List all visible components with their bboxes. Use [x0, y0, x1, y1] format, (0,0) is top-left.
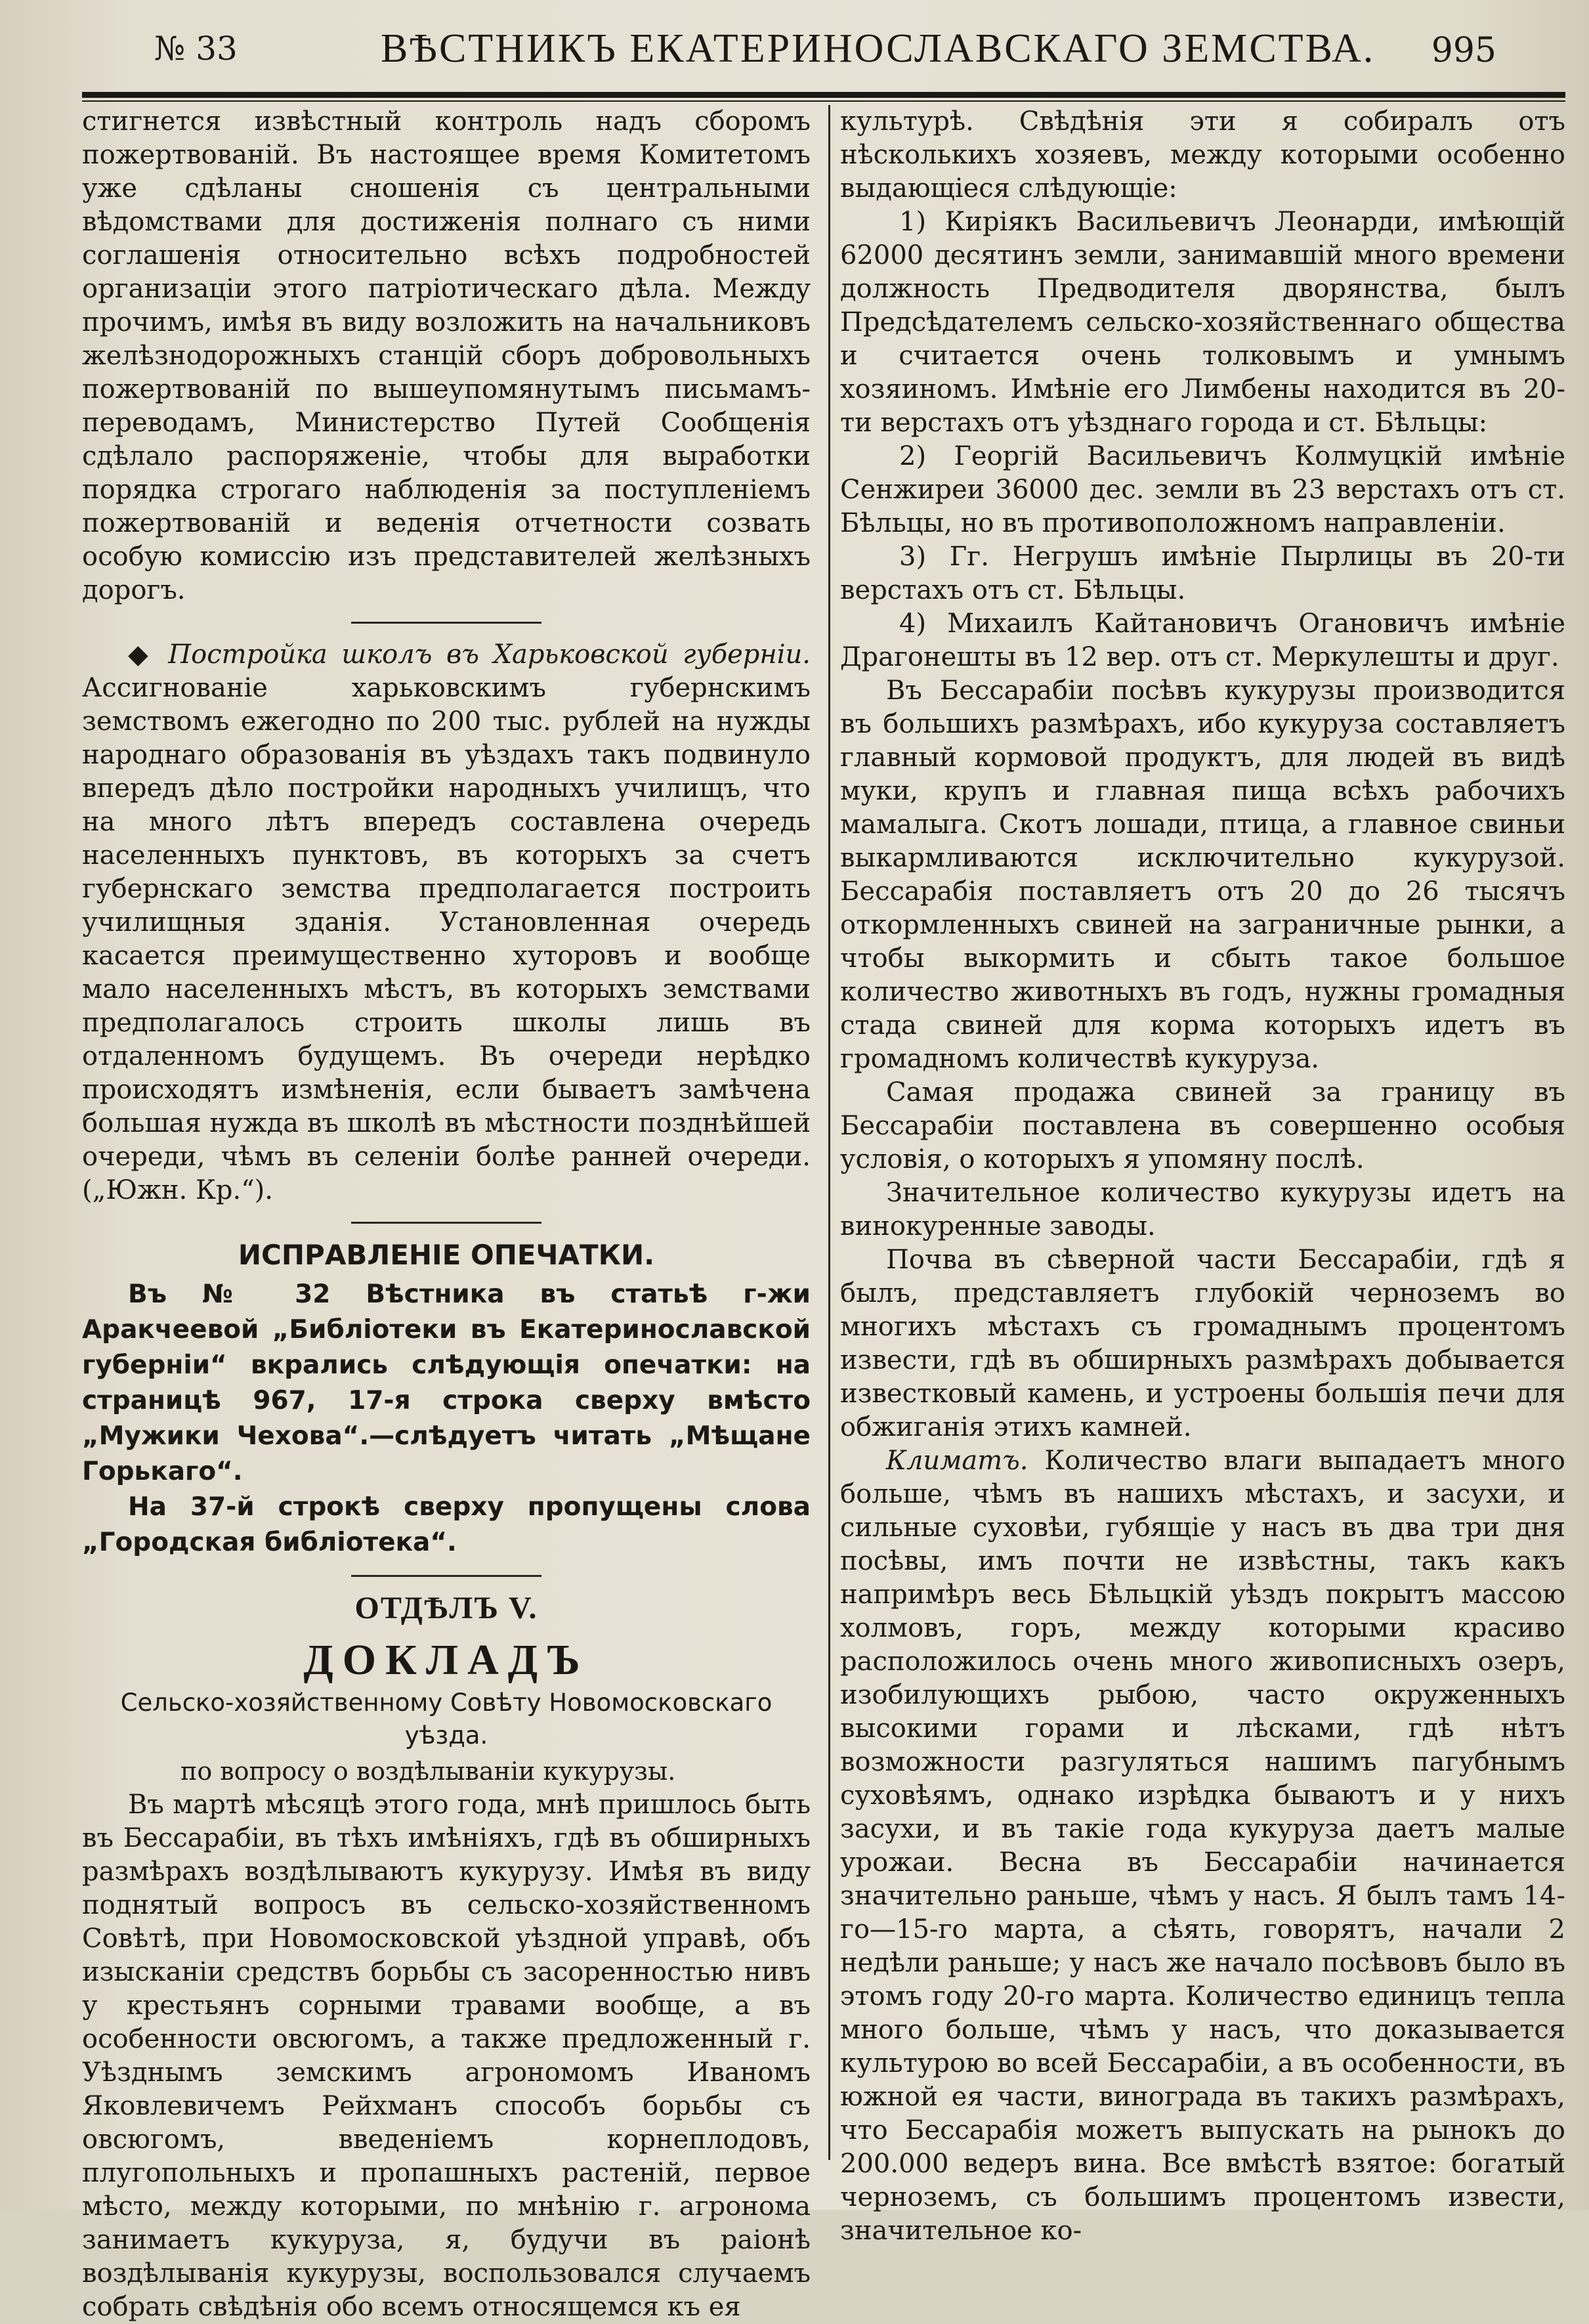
- correction-title: ИСПРАВЛЕНІЕ ОПЕЧАТКИ.: [238, 1239, 655, 1271]
- short-divider-3: [351, 1575, 541, 1577]
- right-paragraph-4: Значительное количество кукурузы идетъ на винокуренные заводы.: [840, 1178, 1565, 1241]
- section-title-schools: Постройка школъ въ Харьковской губерніи.: [168, 639, 811, 670]
- ornament-icon: ◆: [128, 639, 169, 670]
- correction-paragraph-1: Въ № 32 Вѣстника въ статьѣ г-жи Аракчеевой „Библіотеки въ Екатеринославской губерніи“ вкрались слѣдующія опечатки: на страницѣ 967, 17-я строка сверху вмѣсто „Мужики Чехова“.—слѣдуетъ читать „Мѣщане Горькаго“.: [82, 1280, 811, 1486]
- column-divider: [828, 105, 830, 2160]
- short-divider-2: [351, 1222, 541, 1224]
- left-paragraph-1: стигнется извѣстный контроль надъ сборомъ пожертвованій. Въ настоящее время Комитетомъ уже сдѣланы сношенія съ центральными вѣдомствами для достиженія полнаго съ ними соглашенія относительно всѣхъ подробностей организаціи этого патріотическаго дѣла. Между прочимъ, имѣя въ виду возложить на начальниковъ желѣзнодорожныхъ станцій сборъ добровольныхъ пожертвованій по вышеупомянутымъ письмамъ-переводамъ, Министерство Путей Сообщенія сдѣлало распоряженіе, чтобы для выработки порядка строгаго наблюденія за поступленіемъ пожертвованій и веденія отчетности созвать особую комиссію изъ представителей желѣзныхъ дорогъ.: [82, 106, 811, 605]
- section-heading: ОТДѢЛЪ V.: [354, 1591, 538, 1625]
- right-paragraph-5: Почва въ сѣверной части Бессарабіи, гдѣ я былъ, представляетъ глубокій черноземъ во многихъ мѣстахъ съ громаднымъ процентомъ извести, гдѣ въ обширныхъ размѣрахъ добывается известковый камень, и устроены большія печи для обжиганія этихъ камней.: [840, 1245, 1565, 1442]
- climate-lead: Климатъ.: [886, 1446, 1028, 1476]
- list-item-3: 3) Гг. Негрушъ имѣніе Пырлицы въ 20-ти верстахъ отъ ст. Бѣльцы.: [840, 542, 1565, 605]
- left-paragraph-3: Въ мартѣ мѣсяцѣ этого года, мнѣ пришлось быть въ Бессарабіи, въ тѣхъ имѣніяхъ, гдѣ въ обширныхъ размѣрахъ воздѣлываютъ кукурузу. Имѣя въ виду поднятый вопросъ въ сельско-хозяйственномъ Совѣтѣ, при Новомосковской уѣздной управѣ, объ изысканіи средствъ борьбы съ засоренностью нивъ у крестьянъ сорными травами вообще, а въ особенности овсюгомъ, а также предложенный г. Уѣзднымъ земскимъ агрономомъ Иваномъ Яковлевичемъ Рейхманъ способъ борьбы съ овсюгомъ, введеніемъ корнеплодовъ, плугопольныхъ и пропашныхъ растеній, первое мѣсто, между которыми, по мнѣнію г. агронома занимаетъ кукуруза, я, будучи въ раіонѣ воздѣлыванія кукурузы, воспользовался случаемъ собрать свѣдѣнія обо всемъ относящемся къ ея: [82, 1790, 811, 2322]
- right-column: [840, 105, 1565, 2246]
- header-rule-thin: [82, 100, 1565, 102]
- schools-body: Ассигнованіе харьковскимъ губернскимъ земствомъ ежегодно по 200 тыс. рублей на нужды народнаго образованія въ уѣздахъ такъ подвинуло впередъ дѣло постройки народныхъ училищъ, что на много лѣтъ впередъ составлена очередь населенныхъ пунктовъ, въ которыхъ за счетъ губернскаго земства предполагается построить училищныя зданія. Установленная очередь касается преимущественно хуторовъ и вообще мало населенныхъ мѣстъ, въ которыхъ земствами предполагалось строить школы лишь въ отдаленномъ будущемъ. Въ очереди нерѣдко происходятъ измѣненія, если бываетъ замѣчена большая нужда въ школѣ въ мѣстности позднѣйшей очереди, чѣмъ въ селеніи болѣе ранней очереди. („Южн. Кр.“).: [82, 673, 811, 1205]
- report-subtitle: Сельско-хозяйственному Совѣту Новомосковскаго уѣзда.: [120, 1689, 773, 1750]
- short-divider: [351, 622, 541, 624]
- report-title: ДОКЛАДЪ: [303, 1636, 589, 1684]
- right-paragraph-6: [840, 1444, 1565, 2248]
- right-paragraph-3: Самая продажа свиней за границу въ Бессарабіи поставлена въ совершенно особыя условія, о которыхъ я упомяну послѣ.: [840, 1077, 1565, 1174]
- page-number: 995: [1431, 31, 1496, 70]
- page-header: [118, 16, 1523, 82]
- correction-paragraph-2: На 37-й строкѣ сверху пропущены слова „Городская библіотека“.: [82, 1492, 811, 1557]
- left-column: [82, 105, 811, 2322]
- issue-number: № 33: [154, 30, 238, 68]
- climate-body: Количество влаги выпадаетъ много больше, чѣмъ въ нашихъ мѣстахъ, и засухи, и сильные суховѣи, губящіе у насъ въ два три дня посѣвы, имъ почти не извѣстны, такъ какъ напримѣръ весь Бѣльцкій уѣздъ покрытъ массою холмовъ, горъ, между которыми красиво расположилось очень много живописныхъ озеръ, изобилующихъ рыбою, часто окруженныхъ высокими горами и лѣсками, гдѣ нѣтъ возможности разгуляться нашимъ пагубнымъ суховѣямъ, однако изрѣдка бываютъ и у нихъ засухи, и въ такіе года кукуруза даетъ малые урожаи. Весна въ Бессарабіи начинается значительно раньше, чѣмъ у насъ. Я былъ тамъ 14-го—15-го марта, а сѣять, говорятъ, начали 2 недѣли раньше; у насъ же начало посѣвовъ было въ этомъ году 20-го марта. Количество единицъ тепла много больше, чѣмъ у насъ, что доказывается культурою во всей Бессарабіи, а въ особенности, въ южной ея части, винограда въ такихъ размѣрахъ, что Бессарабія можетъ выпускать на рынокъ до 200.000 ведеръ вина. Все вмѣстѣ взятое: богатый черноземъ, съ большимъ процентомъ извести, значительное ко-: [840, 1446, 1565, 2246]
- header-rule: [82, 92, 1565, 98]
- right-paragraph-1: культурѣ. Свѣдѣнія эти я собиралъ отъ нѣсколькихъ хозяевъ, между которыми особенно выдающіеся слѣдующіе:: [840, 106, 1565, 204]
- left-paragraph-2: [82, 638, 811, 1207]
- right-paragraph-2: Въ Бессарабіи посѣвъ кукурузы производится въ большихъ размѣрахъ, ибо кукуруза составляетъ главный кормовой продуктъ, для людей въ видѣ муки, крупъ и главная пища всѣхъ рабочихъ мамалыга. Скотъ лошади, птица, а главное свиньи выкармливаются исключительно кукурузой. Бессарабія поставляетъ отъ 20 до 26 тысячъ откормленныхъ свиней на заграничные рынки, а чтобы выкормить и сбыть такое большое количество животныхъ въ годъ, нужны громадныя стада свиней для корма которыхъ идетъ въ громадномъ количествѣ кукуруза.: [840, 676, 1565, 1074]
- report-topic: по вопросу о воздѣлываніи кукурузы.: [180, 1757, 676, 1786]
- list-item-2: 2) Георгій Васильевичъ Колмуцкій имѣніе Сенжиреи 36000 дес. земли въ 23 верстахъ отъ ст. Бѣльцы, но въ противоположномъ направленіи.: [840, 441, 1565, 538]
- list-item-4: 4) Михаилъ Кайтановичъ Огановичъ имѣніе Драгонешты въ 12 вер. отъ ст. Меркулешты и друг.: [840, 609, 1565, 672]
- list-item-1: 1) Киріякъ Васильевичъ Леонарди, имѣющій 62000 десятинъ земли, занимавшій много времени должность Предводителя дворянства, былъ Предсѣдателемъ сельско-хозяйственнаго общества и считается очень толковымъ и умнымъ хозяиномъ. Имѣніе его Лимбены находится въ 20-ти верстахъ отъ уѣзднаго города и ст. Бѣльцы:: [840, 207, 1565, 438]
- masthead-title: ВѢСТНИКЪ ЕКАТЕРИНОСЛАВСКАГО ЗЕМСТВА.: [381, 26, 1376, 71]
